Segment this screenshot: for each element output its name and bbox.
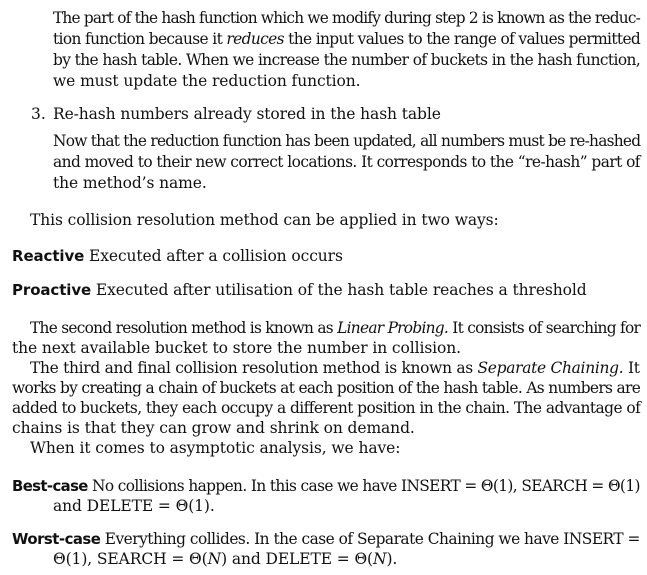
emphasis: Linear Probing. <box>337 319 449 337</box>
text: we must update the reduction function. <box>53 72 361 90</box>
text: and moved to their new correct locations. It corresponds to the “re-hash” part of <box>53 153 640 171</box>
text: and DELETE = Θ(1). <box>53 497 215 515</box>
definition: No collisions happen. In this case we have INSERT = Θ(1), SEARCH = Θ(1) <box>92 477 640 495</box>
chaining-line-1 <box>30 358 640 378</box>
intro-line-1 <box>53 8 640 28</box>
text: ). <box>386 550 398 568</box>
best-case-line-1 <box>12 476 640 496</box>
proactive-item <box>12 280 587 300</box>
term: Best-case <box>12 477 88 495</box>
text: This collision resolution method can be applied in two ways: <box>30 211 499 229</box>
text: the next available bucket to store the number in collision. <box>12 339 461 357</box>
chaining-line-3 <box>12 398 640 418</box>
text: by the hash table. When we increase the number of buckets in the hash function, <box>53 51 641 69</box>
text: added to buckets, they each occupy a different position in the chain. The advantage of <box>12 399 641 417</box>
emphasis: reduces <box>226 30 284 48</box>
best-case-line-2 <box>53 496 215 516</box>
term: Reactive <box>12 247 85 265</box>
text: works by creating a chain of buckets at each position of the hash table. As numbers are <box>12 379 641 397</box>
term: Worst-case <box>12 530 101 548</box>
text: It consists of searching for <box>448 319 641 337</box>
intro-line-4 <box>53 71 360 91</box>
step3-line-2 <box>53 152 640 172</box>
step3-line-1 <box>53 131 640 151</box>
text: When it comes to asymptotic analysis, we have: <box>30 439 401 457</box>
chaining-line-4 <box>12 418 415 438</box>
linear-line-2 <box>12 338 461 358</box>
text: The part of the hash function which we modify during step 2 is known as the reduc- <box>53 9 641 27</box>
text: It <box>623 359 640 377</box>
text: Re-hash numbers already stored in the hash table <box>53 105 441 123</box>
step-number: 3. <box>31 105 46 123</box>
definition: Everything collides. In the case of Separate Chaining we have INSERT = <box>104 530 640 548</box>
ways-intro <box>30 210 499 230</box>
text: the method’s name. <box>53 174 207 192</box>
text: tion function because it <box>53 30 227 48</box>
text: Θ(1), SEARCH = Θ( <box>53 550 208 568</box>
worst-case-line-2 <box>53 549 397 569</box>
text: chains is that they can grow and shrink on demand. <box>12 419 415 437</box>
reactive-item <box>12 246 343 266</box>
step-title <box>53 104 441 124</box>
definition: Executed after a collision occurs <box>89 247 343 265</box>
linear-line-1 <box>30 318 640 338</box>
text: ) and DELETE = Θ( <box>221 550 374 568</box>
asymptotic-line <box>30 438 400 458</box>
intro-line-3 <box>53 50 640 70</box>
emphasis: Separate Chaining. <box>477 359 624 377</box>
text: The second resolution method is known as <box>30 319 338 337</box>
chaining-line-2 <box>12 378 640 398</box>
term: Proactive <box>12 281 92 299</box>
definition: Executed after utilisation of the hash table reaches a threshold <box>95 281 587 299</box>
step3-line-3 <box>53 173 207 193</box>
text: The third and final collision resolution method is known as <box>30 359 478 377</box>
math-var: N <box>373 550 387 568</box>
text: Now that the reduction function has been updated, all numbers must be re-hashed <box>53 132 641 150</box>
intro-line-2 <box>53 29 640 49</box>
worst-case-line-1 <box>12 529 640 549</box>
math-var: N <box>207 550 222 568</box>
text: the input values to the range of values permitted <box>283 30 641 48</box>
